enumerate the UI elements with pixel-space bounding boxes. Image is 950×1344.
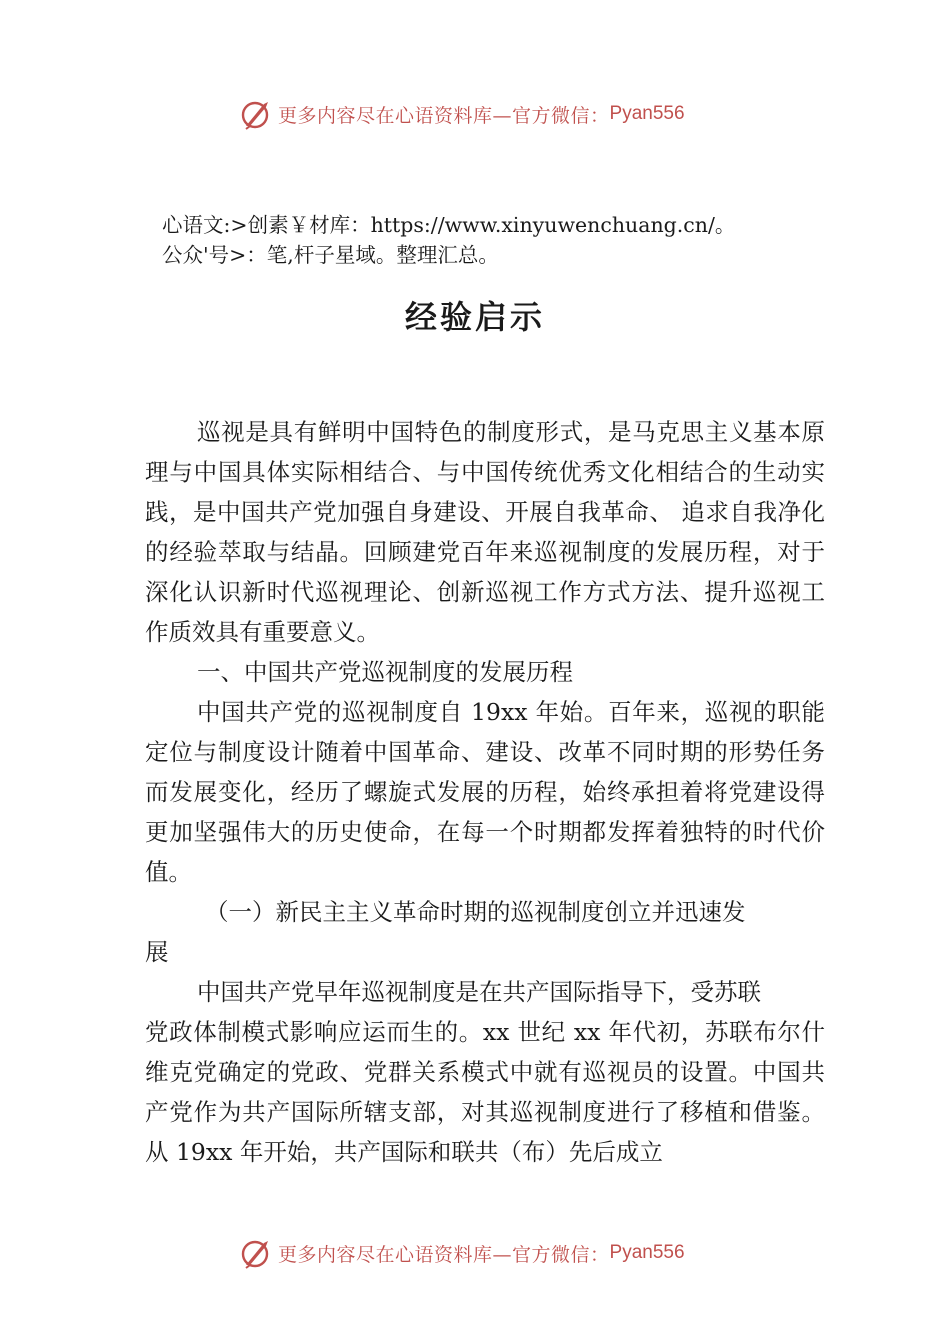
footer-banner (238, 1235, 685, 1271)
subsection-heading-1-continued: 展 (145, 938, 169, 966)
paragraph: 中国共产党的巡视制度自 19xx 年始。百年来，巡视的职能定位与制度设计随着中国革命、建设、改革不同时期的形势任务而发展变化，经历了螺旋式发展的历程，始终承担着将党建设得更加坚强伟大的历史使命，在每一个时期都发挥着独特的时代价值。 (145, 698, 825, 886)
paragraph-continued: 党政体制模式影响应运而生的。xx 世纪 xx 年代初，苏联布尔什维克党确定的党政、党群关系模式中就有巡视员的设置。中国共产党作为共产国际所辖支部，对其巡视制度进行了移植和借鉴。从 19xx 年开始，共产国际和联共（布）先后成立 (145, 1018, 825, 1166)
paragraph-intro: 巡视是具有鲜明中国特色的制度形式，是马克思主义基本原理与中国具体实际相结合、与中国传统优秀文化相结合的生动实践，是中国共产党加强自身建设、开展自我革命、 追求自我净化的经验萃取与结晶。回顾建党百年来巡视制度的发展历程，对于深化认识新时代巡视理论、创新巡视工作方式方法、提升巡视工作质效具有重要意义。 (145, 418, 825, 646)
banner-wechat-id: Pyan556 (609, 1242, 685, 1263)
banner-wechat-id: Pyan556 (609, 103, 685, 124)
source-note (162, 210, 842, 270)
header-banner (238, 96, 685, 132)
source-note-line-2: 公众'号>：笔,杆子星域。整理汇总。 (162, 243, 499, 267)
source-note-line-1: 心语文:>创素￥材库：https://www.xinyuwenchuang.cn/。 (162, 213, 736, 237)
page-title: 经验启示 (404, 298, 545, 336)
banner-text: 更多内容尽在心语资料库—官方微信： (278, 1243, 610, 1266)
quill-pen-logo-icon (238, 96, 274, 132)
banner-text: 更多内容尽在心语资料库—官方微信： (278, 104, 610, 127)
document-body (145, 412, 825, 1172)
paragraph: 中国共产党早年巡视制度是在共产国际指导下，受苏联 (197, 978, 761, 1006)
subsection-heading-1: （一）新民主主义革命时期的巡视制度创立并迅速发 (205, 898, 746, 926)
quill-pen-logo-icon (238, 1235, 274, 1271)
section-heading-1: 一、中国共产党巡视制度的发展历程 (197, 658, 573, 686)
